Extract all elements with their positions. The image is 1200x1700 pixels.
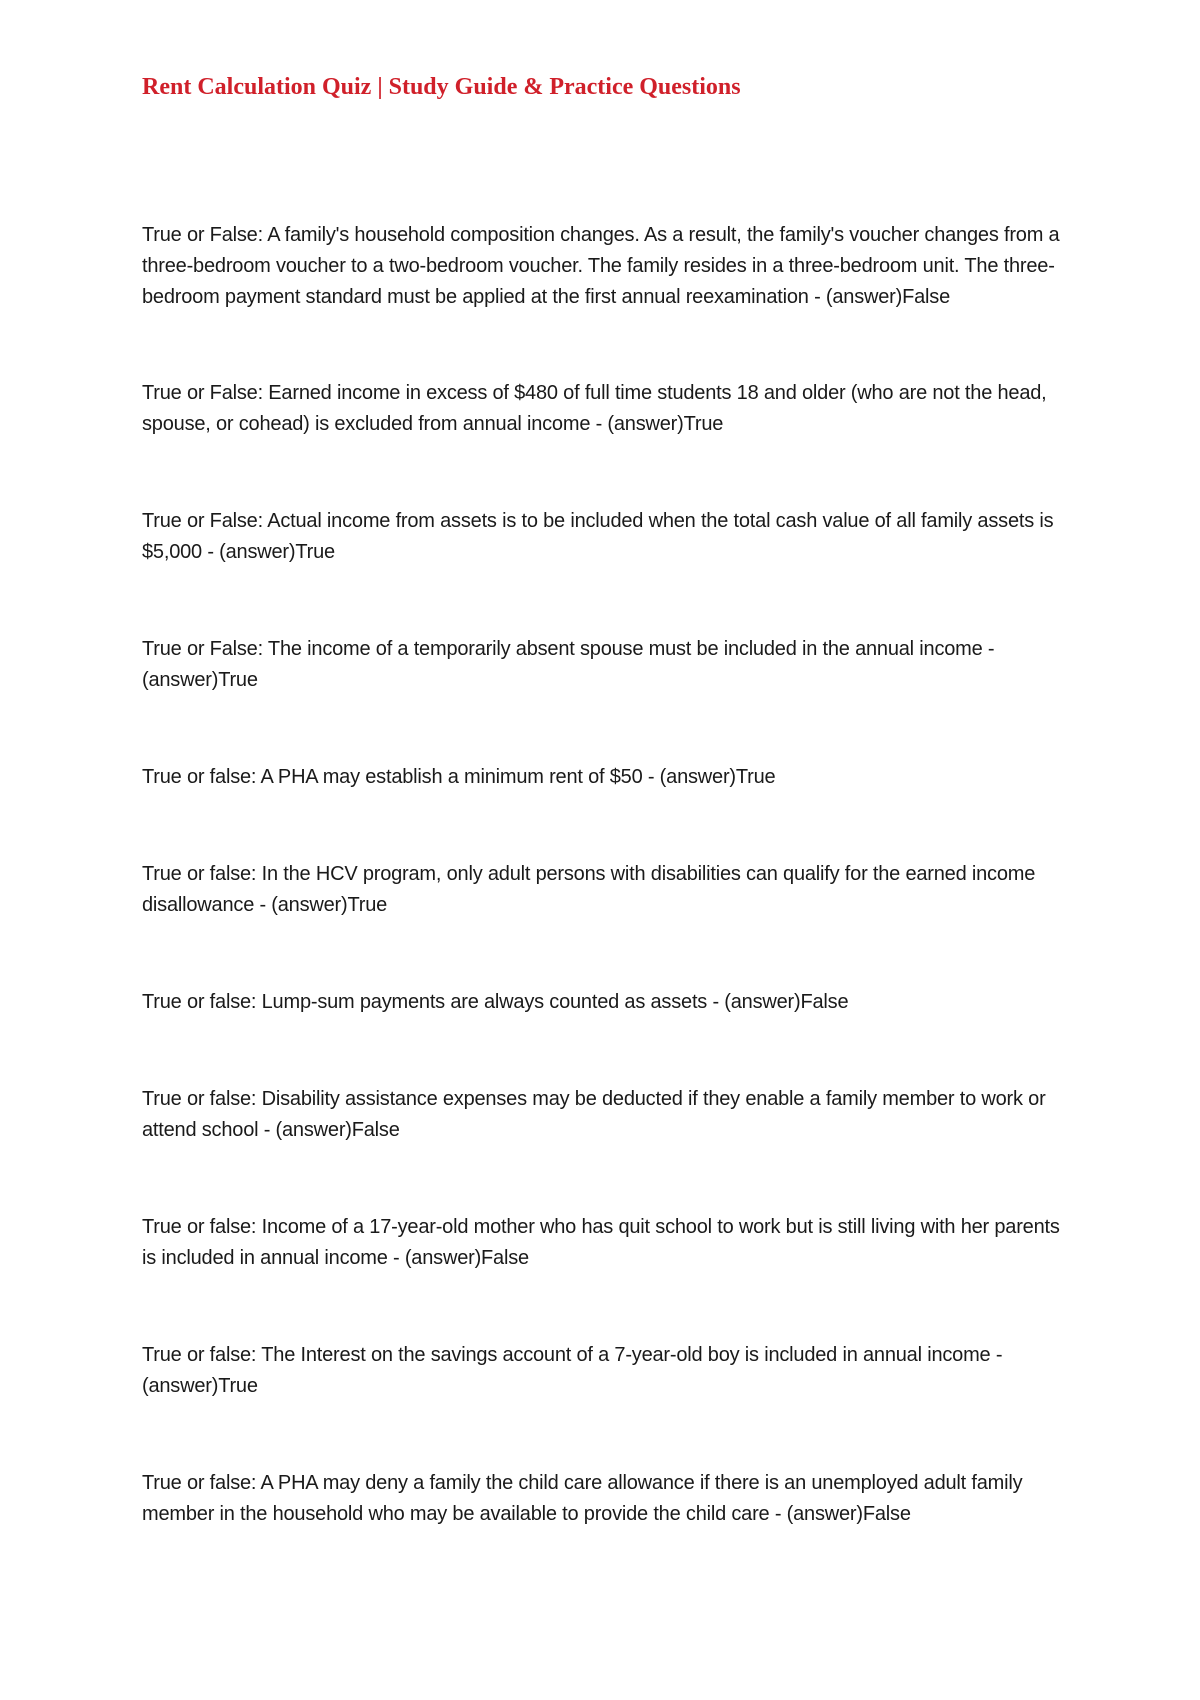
quiz-item: True or false: Lump-sum payments are always counted as assets - (answer)False [142, 991, 849, 1013]
quiz-item: True or false: In the HCV program, only adult persons with disabilities can qualify for the earned income disallowance - (answer)True [142, 863, 1036, 916]
quiz-item: True or false: Disability assistance expenses may be deducted if they enable a family member to work or attend school - (answer)False [142, 1088, 1046, 1141]
quiz-item: True or false: A PHA may deny a family the child care allowance if there is an unemployed adult family member in the household who may be available to provide the child care - (answer)False [142, 1472, 1023, 1525]
quiz-item: True or False: Earned income in excess of $480 of full time students 18 and older (who are not the head, spouse, or cohead) is excluded from annual income - (answer)True [142, 382, 1047, 435]
quiz-item: True or false: The Interest on the savings account of a 7-year-old boy is included in annual income - (answer)True [142, 1344, 1003, 1397]
quiz-item: True or False: A family's household composition changes. As a result, the family's voucher changes from a three-bedroom voucher to a two-bedroom voucher. The family resides in a three-bedroom unit. The three-bedroom payment standard must be applied at the first annual reexamination - (answer)False [142, 224, 1060, 308]
document-title: Rent Calculation Quiz | Study Guide & Practice Questions [142, 74, 741, 100]
quiz-item: True or false: A PHA may establish a minimum rent of $50 - (answer)True [142, 766, 776, 788]
quiz-item: True or False: Actual income from assets is to be included when the total cash value of all family assets is $5,000 - (answer)True [142, 510, 1054, 563]
quiz-item: True or false: Income of a 17-year-old mother who has quit school to work but is still living with her parents is included in annual income - (answer)False [142, 1216, 1060, 1269]
quiz-item: True or False: The income of a temporarily absent spouse must be included in the annual income - (answer)True [142, 638, 995, 691]
